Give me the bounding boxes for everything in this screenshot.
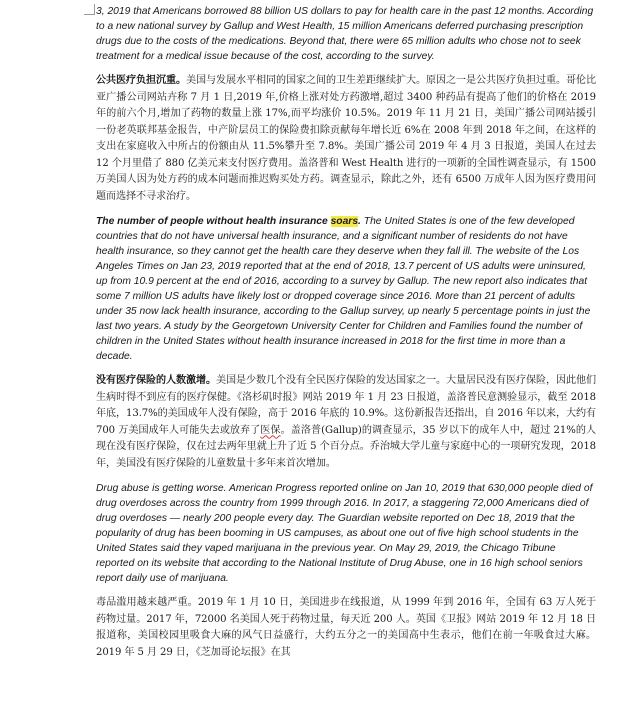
paragraph-text: 毒品滥用越来越严重。2019 年 1 月 10 日，美国进步在线报道，从 1999 年到 2016 年，全国有 63 万人死于药物过量。2017 年，72000 名美国人死于药物过量，每天近 200 人。英国《卫报》网站 2019 年 12 月 18 日报道称，美国校园里吸食大麻的风气日益盛行，大约五分之一的美国高中生表示，他们在前一年吸食过大麻。2019 年 5 月 29 日，《芝加哥论坛报》在其 xyxy=(96,597,596,658)
paragraph-english-1 xyxy=(96,4,596,64)
spellcheck-flagged-word: 医保 xyxy=(260,424,281,436)
paragraph-heading: 公共医疗负担沉重。 xyxy=(96,75,186,86)
paragraph-text-b: 。盖洛普(Gallup)的调查显示，35 岁以下的成年人中，超过 21%的人现在没有医疗保险，仅在过去两年里就上升了近 5 个百分点。乔治城大学儿童与家庭中心的一项研究发现，2018 年，美国没有医疗保险的儿童数量十多年来首次增加。 xyxy=(96,424,596,469)
paragraph-chinese-2 xyxy=(96,373,596,472)
paragraph-text: The United States is one of the few developed countries that do not have universal health insurance, and a significant number of residents do not have health insurance, so they cannot get the health care they deserve when they fall ill. The website of the Los Angeles Times on Jan 23, 2019 reported that at the end of 2018, 13.7 percent of US adults were uninsured, up from 10.9 percent at the end of 2016, according to a survey by Gallup. The new report also indicates that some 7 million US adults have likely lost or dropped coverage since 2016. More than 21 percent of adults under 35 now lack health insurance, according to the Gallup survey, up nearly 5 percentage points in just the last two years. A study by the Georgetown University Center for Children and Families found the number of children in the United States without health insurance increased in 2018 for the first time in more than a decade. xyxy=(96,216,591,362)
paragraph-text: Drug abuse is getting worse. American Progress reported online on Jan 10, 2019 that 630,000 people died of drug overdoses across the country from 1999 through 2016. In 2017, a staggering 72,000 Americans died of drug overdoses — nearly 200 people every day. The Guardian website reported on Dec 18, 2019 that the popularity of drug has been booming in US campuses, as about one out of five high school students in the United States said they vaped marijuana in the previous year. On May 29, 2019, the Chicago Tribune reported on its website that according to the National Institute of Drug Abuse, one in 16 high school seniors report daily use of marijuana. xyxy=(96,483,593,584)
margin-corner-mark xyxy=(84,4,95,15)
paragraph-text: 美国与发展水平相同的国家之间的卫生差距继续扩大。原因之一是公共医疗负担过重。哥伦比亚广播公司网站卉称 7 月 1 日,2019 年,价格上涨对处方药激增,超过 3400 种药品有提高了他们的价格在 2019 年的前六个月,增加了药物的数量上涨 17%,而平均涨价 10.5%。2019 年 11 月 21 日，美国广播公司网站援引一份老英联邦基金报告，中产阶层员工的保险费扣除贡献每年增长近 6%在 2008 年到 2018 年之间，在这样的支出在家庭收入中所占的份额由从 11.5%攀升至 7.8%。美国广播公司 2019 年 4 月 3 日报道，美国人在过去 12 个月里借了 880 亿美元来支付医疗费用。盖洛普和 West Health 进行的一项新的全国性调查显示，有 1500 万美国人因为处方药的成本问题而推迟购买处方药。调查显示，除此之外，还有 6500 万成年人因为医疗费用问题而选择不寻求治疗。 xyxy=(96,75,596,202)
paragraph-text-a: 美国是少数几个没有全民医疗保险的发达国家之一。大量居民没有医疗保险，因此他们生病时得不到应有的医疗保健。《洛杉矶时报》网站 2019 年 1 月 23 日报道，盖洛普民意测验显示，截至 2018 年底，13.7%的美国成年人没有保险，高于 2016 年底的 10.9%。这份新报告还指出，自 2016 年以来，大约有 700 万美国成年人可能失去或放弃了 xyxy=(96,375,596,436)
highlighted-word: soars xyxy=(330,216,359,227)
heading-text-post: . xyxy=(358,216,361,227)
paragraph-chinese-3 xyxy=(96,595,596,661)
paragraph-heading xyxy=(96,216,361,227)
paragraph-english-2 xyxy=(96,214,596,364)
paragraph-chinese-1 xyxy=(96,73,596,205)
paragraph-english-3 xyxy=(96,481,596,586)
paragraph-heading: 没有医疗保险的人数激增。 xyxy=(96,375,216,386)
paragraph-text: 3, 2019 that Americans borrowed 88 billion US dollars to pay for health care in the past 12 months. According to a new national survey by Gallup and West Health, 15 million Americans deferred purchasing prescription drugs due to the costs of the medications. Beyond that, there were 65 million adults who chose not to seek treatment for a medical issue because of the cost, according to the survey. xyxy=(96,6,594,62)
heading-text-pre: The number of people without health insurance xyxy=(96,216,331,227)
document-body xyxy=(96,4,596,670)
